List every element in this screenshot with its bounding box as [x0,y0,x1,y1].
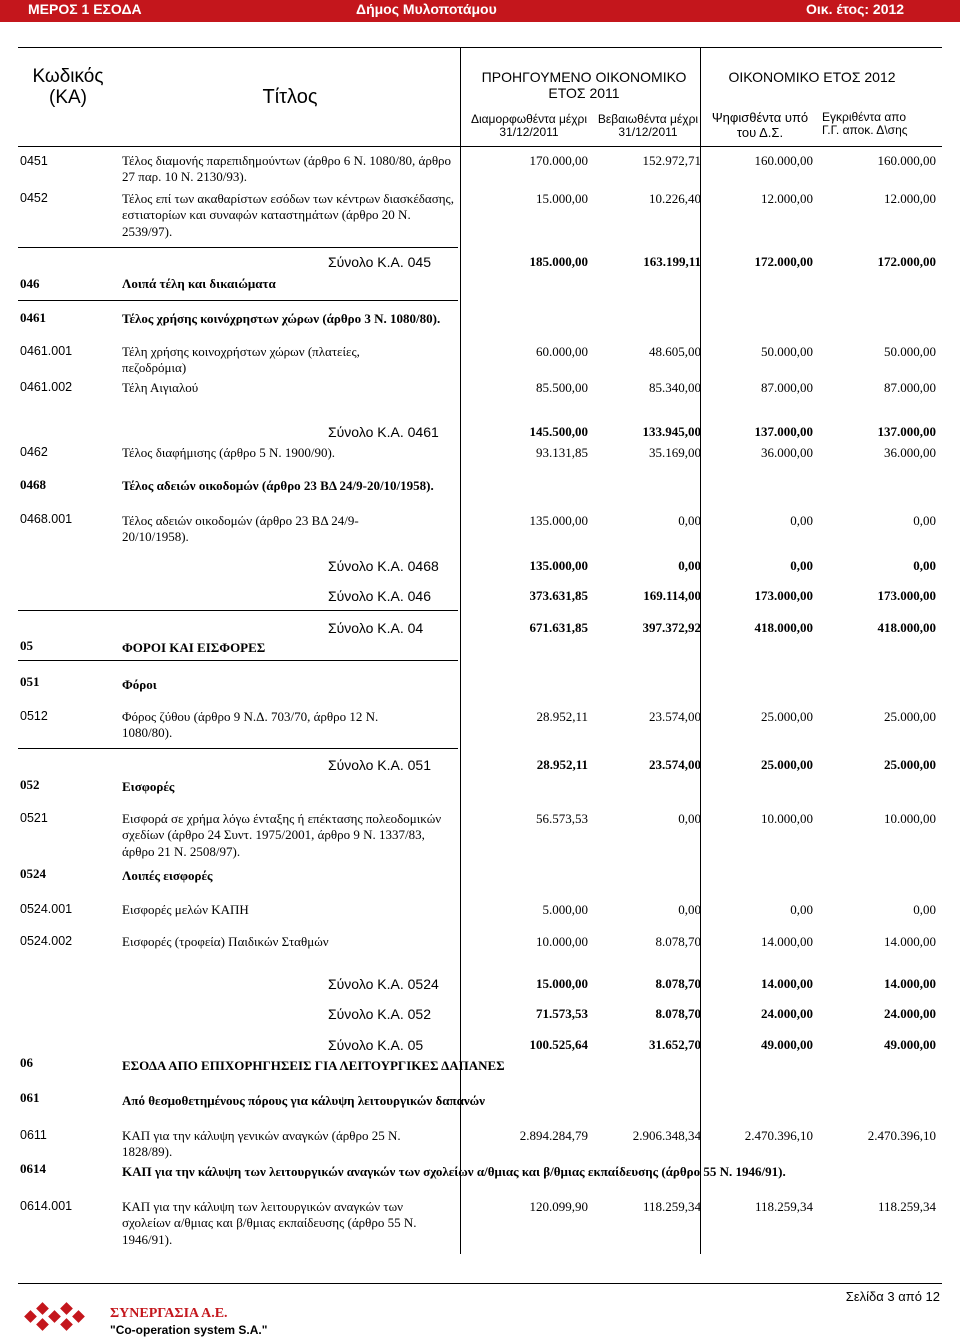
value-voted: 50.000,00 [761,344,813,359]
footer-line [18,1283,942,1284]
value-shaped: 10.000,00 [536,934,588,949]
total-approved: 24.000,00 [884,1006,936,1021]
total-shaped: 135.000,00 [529,558,588,573]
value-voted: 36.000,00 [761,445,813,460]
company-subtitle: "Co-operation system S.A." [110,1323,268,1337]
value-certified: 0,00 [678,513,701,528]
total-certified: 397.372,92 [642,620,701,635]
value-certified: 0,00 [678,811,701,826]
value-approved: 14.000,00 [884,934,936,949]
rule [18,247,458,248]
total-approved: 25.000,00 [884,757,936,772]
total-label: Σύνολο Κ.Α. 0524 [328,976,439,992]
total-label: Σύνολο Κ.Α. 04 [328,620,424,636]
row-code: 0452 [20,191,48,205]
value-approved: 12.000,00 [884,191,936,206]
value-voted: 87.000,00 [761,380,813,395]
row-code: 0468 [20,477,46,492]
total-certified: 8.078,70 [655,1006,701,1021]
row-code: 0461 [20,310,46,325]
total-label: Σύνολο Κ.Α. 051 [328,757,431,773]
row-title: Εισφορές (τροφεία) Παιδικών Σταθμών [122,934,329,949]
row-title: Τέλος διαφήμισης (άρθρο 5 Ν. 1900/90). [122,445,336,460]
total-shaped: 671.631,85 [529,620,588,635]
value-shaped: 170.000,00 [529,153,588,168]
value-shaped: 85.500,00 [536,380,588,395]
row-title: Εισφορά σε χρήμα λόγω ένταξης ή επέκτασης πολεοδομικών σχεδίων (άρθρο 24 Συντ. 1975/2001, άρθρο 9 Ν. 1337/83, άρθρο 21 Ν. 2508/97). [122,811,442,859]
value-shaped: 56.573,53 [536,811,588,826]
row-code: 0462 [20,445,48,459]
value-certified: 118.259,34 [642,1199,701,1214]
total-approved: 0,00 [913,558,936,573]
value-shaped: 93.131,85 [536,445,588,460]
value-voted: 25.000,00 [761,709,813,724]
value-approved: 36.000,00 [884,445,936,460]
total-certified: 169.114,00 [643,588,701,603]
total-shaped: 15.000,00 [536,976,588,991]
value-voted: 2.470.396,10 [744,1128,813,1143]
total-shaped: 100.525,64 [529,1037,588,1052]
total-certified: 163.199,11 [643,254,701,269]
row-code: 0468.001 [20,512,73,526]
value-approved: 0,00 [913,902,936,917]
row-code: 0461.002 [20,380,73,394]
row-title: Από θεσμοθετημένους πόρους για κάλυψη λειτουργικών δαπανών [122,1093,485,1108]
value-approved: 118.259,34 [877,1199,936,1214]
value-shaped: 120.099,90 [529,1199,588,1214]
row-title: Εισφορές [122,779,175,794]
total-label: Σύνολο Κ.Α. 045 [328,254,431,270]
value-shaped: 5.000,00 [542,902,588,917]
header-top-line [18,47,942,48]
row-title: Τέλος επί των ακαθαρίστων εσόδων των κέντρων διασκέδασης, εστιατορίων και συναφών καταστημάτων (άρθρο 20 Ν. 2539/97). [122,191,454,239]
total-certified: 23.574,00 [649,757,701,772]
total-label: Σύνολο Κ.Α. 046 [328,588,431,604]
row-title: Λοιπές εισφορές [122,868,213,883]
header-bottom-line [18,146,942,147]
value-approved: 160.000,00 [877,153,936,168]
total-voted: 418.000,00 [754,620,813,635]
total-shaped: 28.952,11 [536,757,588,772]
row-title: Φόρος ζύθου (άρθρο 9 Ν.Δ. 703/70, άρθρο 12 Ν. 1080/80). [122,709,379,741]
total-certified: 31.652,70 [649,1037,701,1052]
value-certified: 85.340,00 [649,380,701,395]
total-approved: 49.000,00 [884,1037,936,1052]
row-title: Τέλος διαμονής παρεπιδημούντων (άρθρο 6 Ν. 1080/80, άρθρο 27 παρ. 10 Ν. 2130/93). [122,153,452,185]
row-code: 0524.002 [20,934,73,948]
section-title: ΜΕΡΟΣ 1 ΕΣΟΔΑ [28,1,142,17]
value-certified: 48.605,00 [649,344,701,359]
total-voted: 24.000,00 [761,1006,813,1021]
value-approved: 87.000,00 [884,380,936,395]
page-number: Σελίδα 3 από 12 [845,1289,940,1304]
municipality-name: Δήμος Μυλοποτάμου [356,1,497,17]
total-voted: 137.000,00 [754,424,813,439]
header-title: Τίτλος [262,86,318,108]
row-code: 0521 [20,811,48,825]
row-code: 046 [20,276,40,291]
header-current-year: ΟΙΚΟΝΟΜΙΚΟ ΕΤΟΣ 2012 [728,69,896,85]
value-shaped: 2.894.284,79 [519,1128,588,1143]
value-voted: 118.259,34 [754,1199,813,1214]
top-bar [0,0,960,22]
total-voted: 0,00 [790,558,813,573]
row-title: Λοιπά τέλη και δικαιώματα [122,276,276,291]
row-code: 05 [20,638,33,653]
rule [18,660,458,661]
value-shaped: 60.000,00 [536,344,588,359]
total-approved: 137.000,00 [877,424,936,439]
value-certified: 2.906.348,34 [632,1128,701,1143]
row-code: 0614.001 [20,1199,73,1213]
row-code: 06 [20,1055,33,1070]
total-approved: 14.000,00 [884,976,936,991]
row-title: Εισφορές μελών ΚΑΠΗ [122,902,249,917]
company-name: ΣΥΝΕΡΓΑΣΙΑ Α.Ε. [110,1306,228,1321]
total-shaped: 145.500,00 [529,424,588,439]
row-title: ΦΟΡΟΙ ΚΑΙ ΕΙΣΦΟΡΕΣ [122,640,266,655]
value-certified: 10.226,40 [649,191,701,206]
total-shaped: 373.631,85 [529,588,588,603]
total-label: Σύνολο Κ.Α. 0468 [328,558,439,574]
value-voted: 160.000,00 [754,153,813,168]
value-certified: 8.078,70 [655,934,701,949]
total-certified: 8.078,70 [655,976,701,991]
row-title: Τέλος αδειών οικοδομών (άρθρο 23 ΒΔ 24/9-20/10/1958). [122,513,359,545]
value-voted: 12.000,00 [761,191,813,206]
row-title: Τέλος χρήσης κοινόχρηστων χώρων (άρθρο 3 Ν. 1080/80). [122,311,441,326]
value-shaped: 15.000,00 [536,191,588,206]
value-approved: 25.000,00 [884,709,936,724]
value-voted: 14.000,00 [761,934,813,949]
value-certified: 0,00 [678,902,701,917]
total-certified: 133.945,00 [642,424,701,439]
value-certified: 152.972,71 [642,153,701,168]
value-voted: 0,00 [790,513,813,528]
header-approved: Εγκριθέντα απο Γ.Γ. αποκ. Δ\σης [822,110,908,138]
fiscal-year: Οικ. έτος: 2012 [806,1,905,17]
value-voted: 0,00 [790,902,813,917]
total-shaped: 71.573,53 [536,1006,588,1021]
row-title: Τέλη χρήσης κοινοχρήστων χώρων (πλατείες, πεζοδρόμια) [122,344,360,376]
row-code: 0451 [20,154,48,168]
header-voted: Ψηφισθέντα υπό του Δ.Σ. [711,110,809,140]
row-title: Τέλος αδειών οικοδομών (άρθρο 23 ΒΔ 24/9-20/10/1958). [122,478,434,493]
total-voted: 14.000,00 [761,976,813,991]
value-approved: 2.470.396,10 [867,1128,936,1143]
row-code: 0524 [20,866,46,881]
header-code: Κωδικός (ΚΑ) [32,66,104,109]
total-voted: 25.000,00 [761,757,813,772]
row-title: Τέλη Αιγιαλού [122,380,199,395]
row-code: 061 [20,1090,40,1105]
total-voted: 49.000,00 [761,1037,813,1052]
rule [18,748,458,749]
rule [18,300,458,301]
value-approved: 0,00 [913,513,936,528]
total-approved: 172.000,00 [877,254,936,269]
header-certified: Βεβαιωθέντα μέχρι 31/12/2011 [597,112,699,140]
row-code: 0461.001 [20,344,73,358]
row-title: ΚΑΠ για την κάλυψη των λειτουργικών αναγκών των σχολείων α/θμιας και β/θμιας εκπαίδευσης (άρθρο 55 Ν. 1946/91). [122,1164,786,1179]
value-approved: 50.000,00 [884,344,936,359]
company-logo-icon [22,1296,98,1334]
row-title: ΚΑΠ για την κάλυψη γενικών αναγκών (άρθρο 25 Ν. 1828/89). [122,1128,401,1160]
rule [18,610,458,611]
row-title: ΚΑΠ για την κάλυψη των λειτουργικών αναγκών των σχολείων α/θμιας και β/θμιας εκπαίδευσης (άρθρο 55 Ν. 1946/91). [122,1199,417,1247]
total-voted: 173.000,00 [754,588,813,603]
header-prev-year: ΠΡΟΗΓΟΥΜΕΝΟ ΟΙΚΟΝΟΜΙΚΟ ΕΤΟΣ 2011 [481,69,687,101]
total-label: Σύνολο Κ.Α. 0461 [328,424,439,440]
total-label: Σύνολο Κ.Α. 05 [328,1037,424,1053]
row-code: 0611 [20,1128,47,1142]
divider-current-year [700,47,701,1254]
value-voted: 10.000,00 [761,811,813,826]
total-label: Σύνολο Κ.Α. 052 [328,1006,431,1022]
total-approved: 173.000,00 [877,588,936,603]
header-shaped: Διαμορφωθέντα μέχρι 31/12/2011 [470,112,588,140]
row-code: 0512 [20,709,48,723]
value-approved: 10.000,00 [884,811,936,826]
value-certified: 35.169,00 [649,445,701,460]
row-code: 0614 [20,1161,46,1176]
total-voted: 172.000,00 [754,254,813,269]
value-shaped: 135.000,00 [529,513,588,528]
row-code: 052 [20,777,40,792]
total-shaped: 185.000,00 [529,254,588,269]
total-certified: 0,00 [678,558,701,573]
value-shaped: 28.952,11 [536,709,588,724]
row-title: Φόροι [122,677,157,692]
row-title: ΕΣΟΔΑ ΑΠΟ ΕΠΙΧΟΡΗΓΗΣΕΙΣ ΓΙΑ ΛΕΙΤΟΥΡΓΙΚΕΣ ΔΑΠΑΝΕΣ [122,1058,505,1073]
total-approved: 418.000,00 [877,620,936,635]
row-code: 0524.001 [20,902,73,916]
row-code: 051 [20,674,40,689]
value-certified: 23.574,00 [649,709,701,724]
